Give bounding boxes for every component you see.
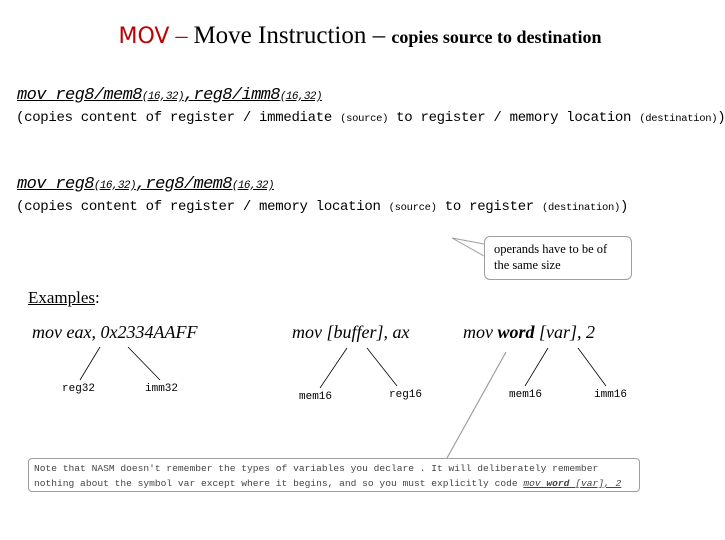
syntax-1-dst-sub: (16,32) [141, 91, 184, 103]
syntax-2-dst: reg8 [55, 175, 94, 194]
label-imm16: imm16 [594, 389, 628, 401]
syntax-1-src: reg8/imm8 [193, 86, 280, 105]
syntax-1-instr: mov [17, 86, 56, 105]
example-3 [463, 322, 595, 343]
syntax-2-instr: mov [17, 175, 56, 194]
syntax-2-src: reg8/mem8 [145, 175, 232, 194]
syntax-1-src-sub: (16,32) [279, 91, 322, 103]
title-mov: MOV [118, 24, 170, 49]
desc-2-c: ) [620, 199, 629, 215]
callout-same-size: operands have to be of the same size [484, 236, 632, 280]
label-mem16-b: mem16 [509, 389, 543, 401]
label-reg16: reg16 [389, 389, 423, 401]
examples-colon: : [95, 288, 100, 307]
desc-2-b: to register [436, 199, 543, 215]
desc-1-c: ) [717, 110, 725, 126]
label-mem16-a: mem16 [299, 391, 333, 403]
desc-1-source: (source) [340, 113, 389, 125]
examples-heading [28, 288, 100, 308]
example-3-word: word [497, 322, 535, 342]
nasm-note [28, 458, 640, 492]
label-reg32: reg32 [62, 383, 96, 395]
title-subtitle: copies source to destination [391, 27, 602, 47]
pointer-mem16-b [525, 348, 548, 386]
example-1: mov eax, 0x2334AAFF [32, 322, 198, 342]
note-code-a: mov [523, 478, 547, 489]
title-dash: – [169, 23, 194, 49]
pointer-reg16 [367, 348, 397, 386]
pointer-reg32 [80, 347, 100, 380]
desc-2-a: (copies content of register / memory location [16, 199, 389, 215]
desc-2-destination: (destination) [542, 202, 621, 214]
pointer-imm16 [578, 348, 606, 386]
note-code [523, 478, 621, 489]
pointer-imm32 [128, 347, 160, 380]
example-2: mov [buffer], ax [292, 322, 410, 342]
title-dash-2: – [366, 22, 392, 49]
syntax-1-dst: reg8/mem8 [55, 86, 142, 105]
examples-label: Examples [28, 288, 96, 307]
note-code-c: [var], 2 [569, 478, 622, 489]
desc-2-source: (source) [388, 202, 437, 214]
desc-1-a: (copies content of register / immediate [16, 110, 341, 126]
label-imm32: imm32 [145, 383, 179, 395]
note-text: Note that NASM doesn't remember the types of variables you declare . It will deliberately remember nothing about the symbol var except where it begins, and so you must explicitly code [34, 463, 599, 489]
syntax-2-src-sub: (16,32) [231, 180, 274, 192]
syntax-1-comma: , [183, 86, 194, 105]
pointer-mem16-a [320, 348, 347, 388]
example-3-c: [var], 2 [534, 322, 596, 342]
note-code-word: word [546, 478, 570, 489]
example-3-a: mov [463, 322, 498, 342]
note-pointer [447, 352, 506, 458]
syntax-2-dst-sub: (16,32) [93, 180, 136, 192]
syntax-2-comma: , [135, 175, 146, 194]
desc-1-b: to register / memory location [388, 110, 640, 126]
title-main: Move Instruction [193, 22, 367, 49]
desc-1-destination: (destination) [639, 113, 718, 125]
